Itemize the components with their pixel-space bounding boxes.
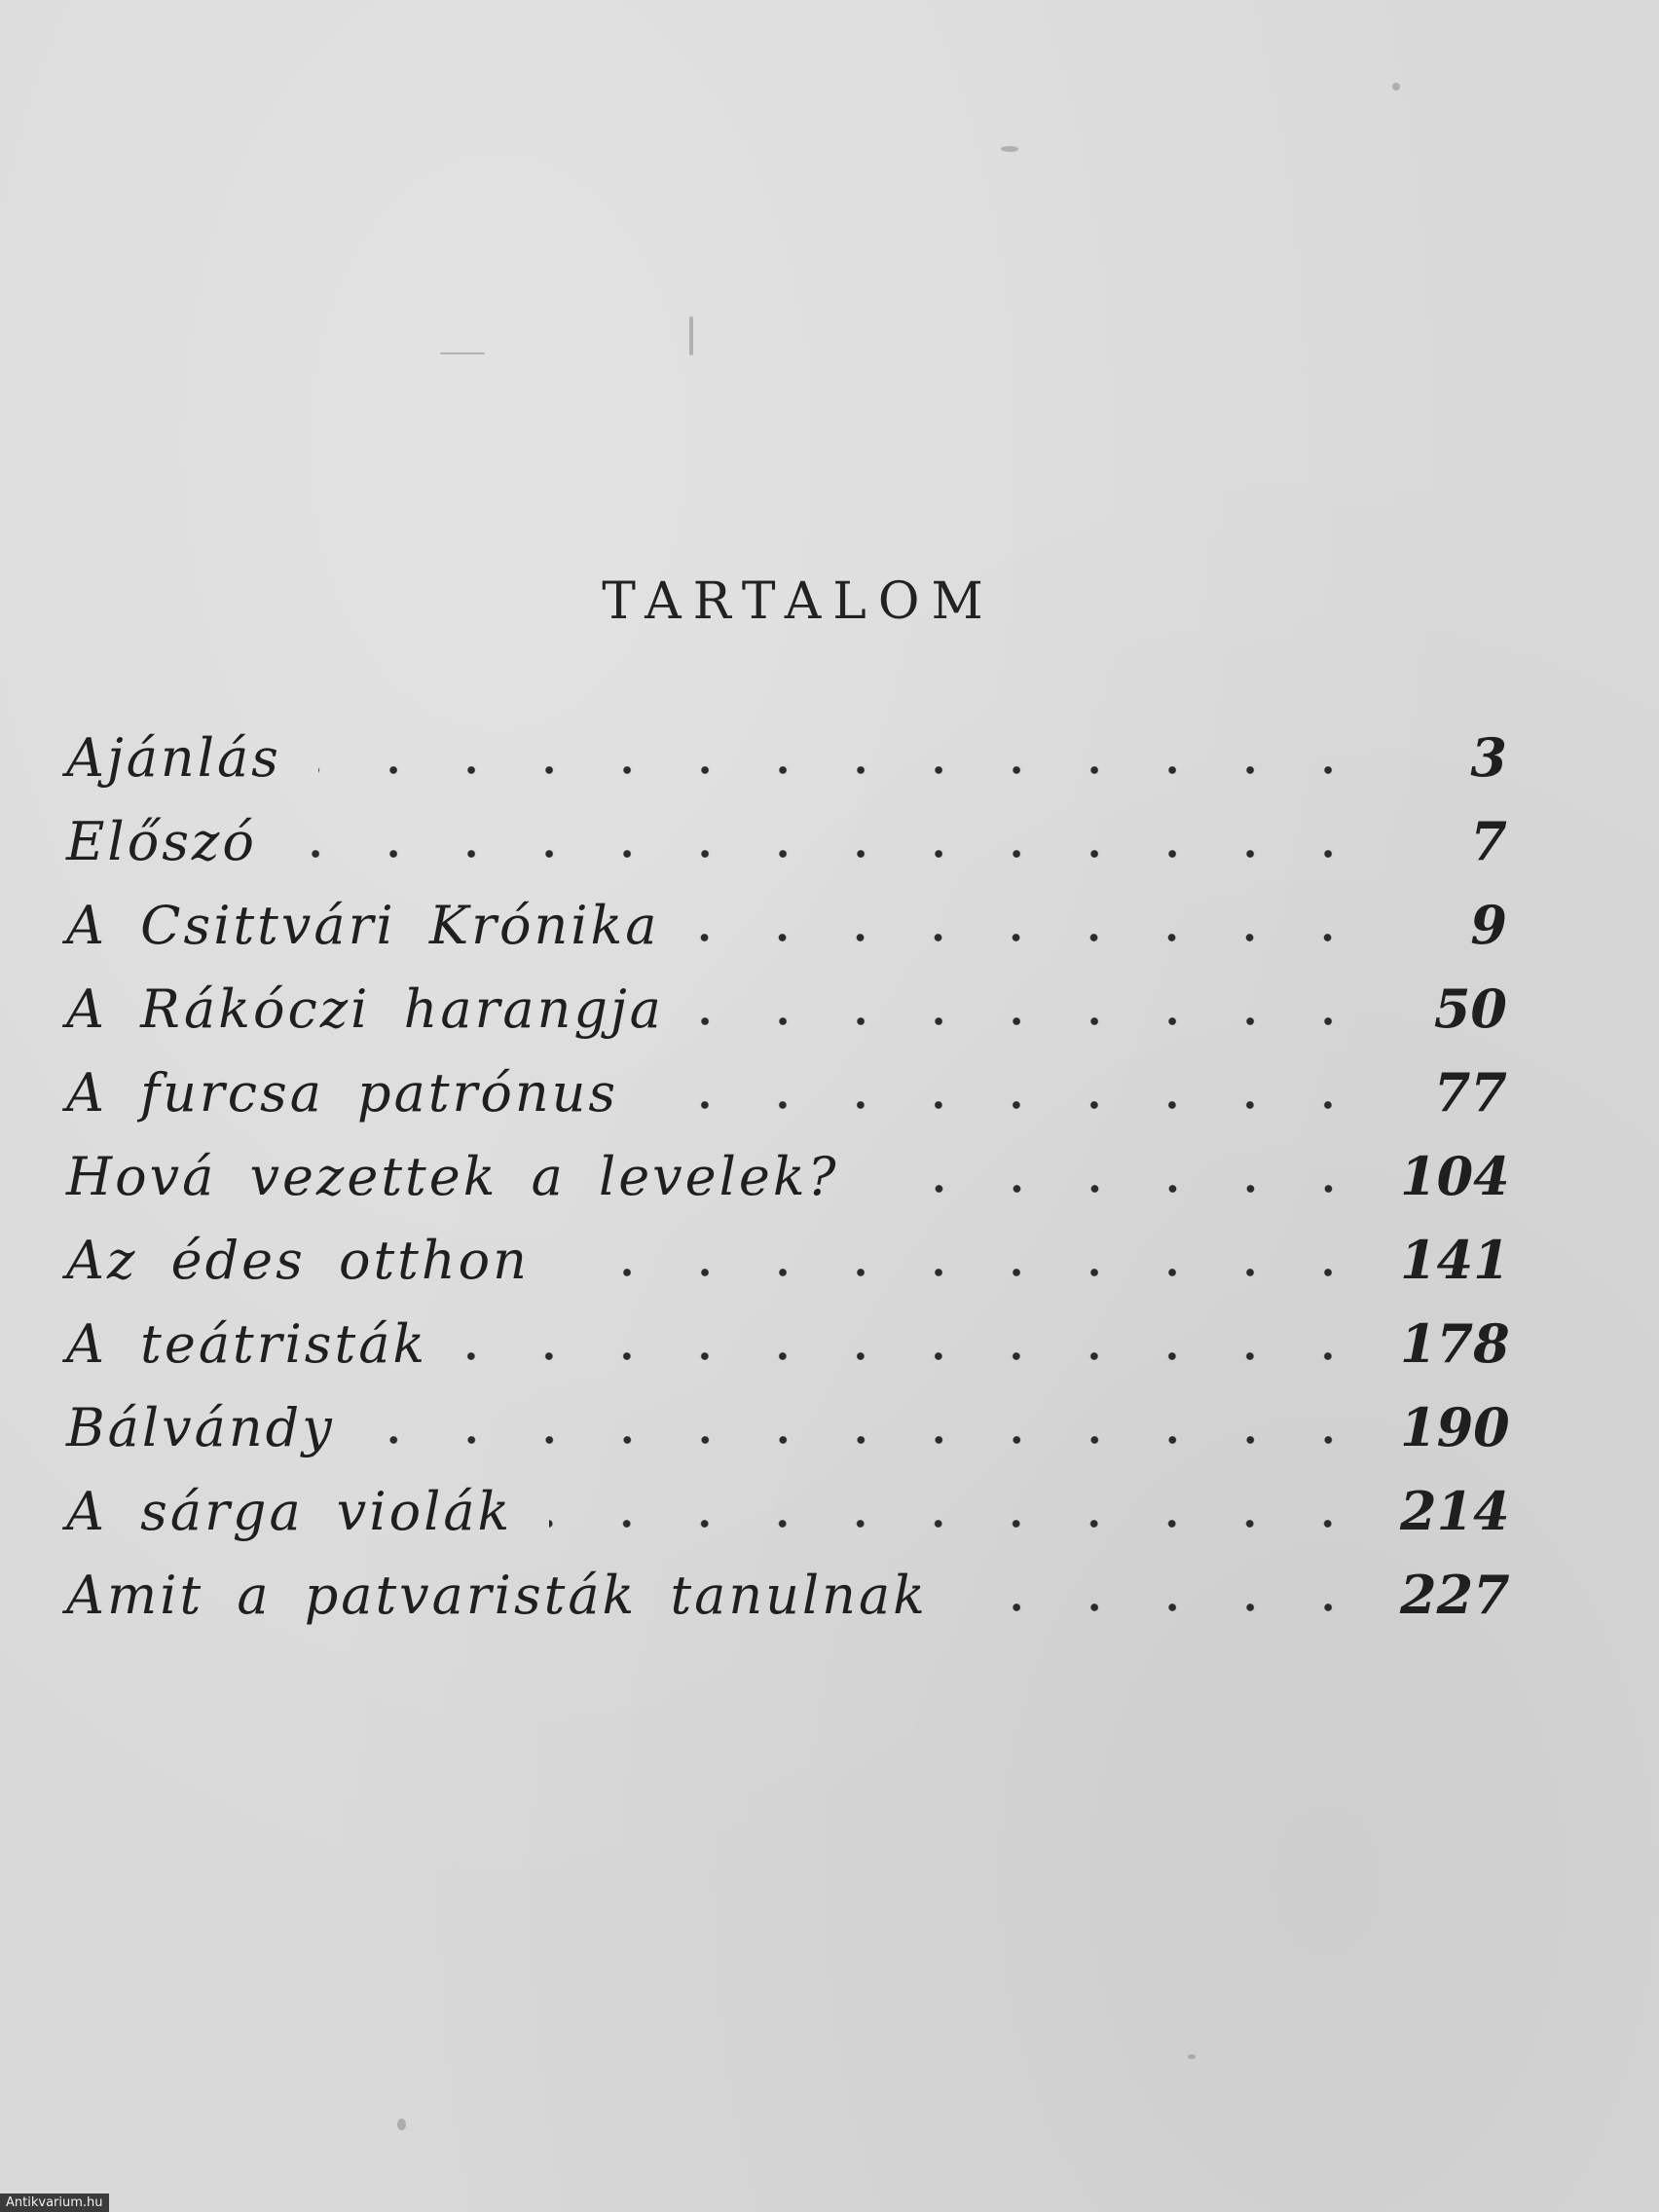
toc-entry [66, 1469, 1510, 1553]
toc-entry-title: A furcsa patrónus [66, 1061, 619, 1124]
toc-entry-title: Hová vezettek a levelek? [66, 1145, 839, 1207]
toc-entry [66, 1218, 1510, 1302]
toc-entry-page: 9 [1470, 894, 1507, 956]
toc-entry [66, 1553, 1510, 1637]
toc-entry [66, 967, 1507, 1051]
dot-leader [965, 1568, 1367, 1621]
toc-entry-title: Az édes otthon [66, 1229, 530, 1291]
toc-entry [66, 1051, 1507, 1134]
toc-entry-title: Ajánlás [66, 726, 281, 789]
toc-entry-title: Bálvándy [66, 1396, 335, 1458]
table-of-contents [66, 716, 1510, 1637]
toc-entry [66, 799, 1507, 883]
toc-entry-page: 104 [1400, 1145, 1510, 1207]
toc-entry-title: Előszó [66, 810, 257, 872]
toc-entry [66, 1302, 1510, 1385]
toc-entry-page: 141 [1400, 1229, 1510, 1291]
paper-speck [689, 316, 693, 355]
dot-leader [318, 731, 1367, 784]
toc-entry [66, 1134, 1510, 1218]
toc-entry-title: A teátristák [66, 1312, 428, 1375]
paper-speck [1392, 83, 1400, 91]
toc-entry-page: 214 [1400, 1480, 1510, 1542]
dot-leader [372, 1401, 1367, 1454]
toc-entry-title: A Csittvári Krónika [66, 894, 660, 956]
dot-leader [655, 1066, 1367, 1119]
dot-leader [464, 1317, 1367, 1370]
dot-leader [567, 1234, 1367, 1286]
dot-leader [701, 982, 1367, 1035]
toc-entry-page: 227 [1400, 1564, 1510, 1626]
toc-entry-page: 50 [1433, 977, 1507, 1040]
toc-entry-page: 190 [1400, 1396, 1510, 1458]
toc-entry-title: A sárga violák [66, 1480, 513, 1542]
toc-entry-page: 178 [1400, 1312, 1510, 1375]
dot-leader [294, 815, 1367, 867]
toc-entry-page: 77 [1433, 1061, 1507, 1124]
toc-entry [66, 883, 1507, 967]
toc-entry-page: 7 [1470, 810, 1507, 872]
toc-entry-title: A Rákóczi harangja [66, 977, 664, 1040]
paper-speck [1001, 146, 1018, 152]
watermark-label: Antikvarium.hu [0, 2194, 109, 2212]
paper-speck [1188, 2054, 1196, 2059]
paper-speck [397, 2119, 406, 2130]
dot-leader [696, 899, 1367, 951]
page-title: TARTALOM [602, 572, 995, 631]
toc-entry [66, 716, 1507, 799]
dot-leader [876, 1150, 1367, 1202]
toc-entry-title: Amit a patvaristák tanulnak [66, 1564, 928, 1626]
dot-leader [549, 1485, 1367, 1537]
toc-entry-page: 3 [1470, 726, 1507, 789]
toc-entry [66, 1385, 1510, 1469]
paper-speck [440, 352, 485, 354]
